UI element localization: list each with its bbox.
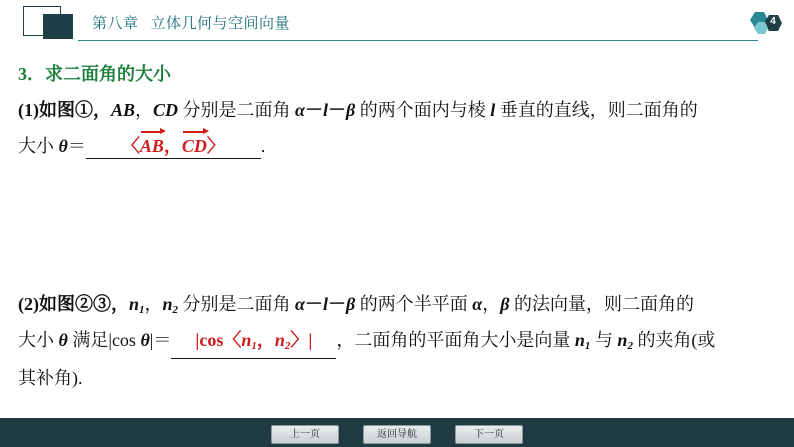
vector-ab: AB (139, 136, 164, 156)
header-logo-block (43, 14, 73, 39)
vector-cd: CD (181, 136, 207, 156)
para1-line2: 大小 θ＝ 〈AB，CD〉 . (18, 134, 265, 159)
para2-line2: 大小 θ 满足|cos θ|＝ |cos〈$n_1$，$n_2$〉| ，二面角的平面角大小是向量 $n_1$ 与 $n_2$ 的夹角(或 (18, 328, 715, 359)
page-number: 4 (770, 16, 776, 27)
back-to-nav-button[interactable]: 返回导航 (363, 425, 431, 444)
page-number-badge (744, 6, 784, 40)
section-title: 3．求二面角的大小 (18, 64, 171, 84)
para1-line1: (1)如图①，AB，CD 分别是二面角 α－l－β 的两个面内与棱 l 垂直的直线，则二面角的 (18, 100, 698, 120)
answer-blank-1: 〈AB，CD〉 (86, 134, 261, 159)
chapter-header (92, 12, 290, 33)
prev-page-button[interactable]: 上一页 (271, 425, 339, 444)
para2-line1: (2)如图②③，$n_1$，$n_2$ 分别是二面角 α－l－β 的两个半平面 α，β 的法向量，则二面角的 (18, 294, 694, 316)
chapter-label: 第八章 (92, 15, 139, 32)
answer-blank-2: |cos〈$n_1$，$n_2$〉| (171, 328, 336, 359)
header-divider (78, 40, 758, 41)
next-page-button[interactable]: 下一页 (455, 425, 523, 444)
para2-line3: 其补角). (18, 368, 83, 388)
chapter-title: 立体几何与空间向量 (150, 15, 291, 32)
